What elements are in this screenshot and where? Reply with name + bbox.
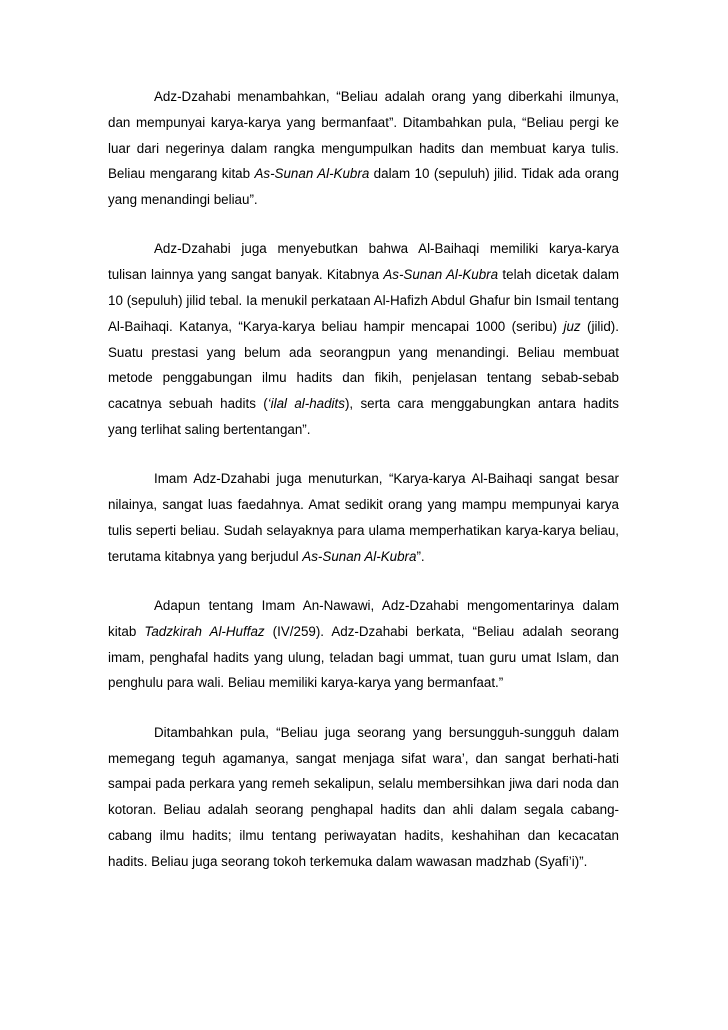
paragraph-text: Ditambahkan pula, “Beliau juga seorang yang bersungguh-sungguh dalam memegang teguh agamanya, sangat menjaga sifat wara’, dan sangat berhati-hati sampai pada perkara yang remeh sekalipun, selalu membersihkan jiwa dari noda dan kotoran. Beliau adalah seorang penghapal hadits dan ahli dalam segala cabang-cabang ilmu hadits; ilmu tentang periwayatan hadits, keshahihan dan kecacatan hadits. Beliau juga seorang tokoh terkemuka dalam wawasan madzhab (Syafi’i)”. — [108, 724, 619, 869]
term: juz — [563, 318, 581, 334]
book-title: As-Sunan Al-Kubra — [383, 267, 499, 283]
paragraph-text: Adapun tentang Imam An-Nawawi, Adz-Dzahabi mengomentarinya dalam kitab — [108, 598, 619, 639]
paragraph-text: telah dicetak dalam 10 (sepuluh) jilid tebal. Ia menukil perkataan Al-Hafizh Abdul Ghafur bin Ismail tentang Al-Baihaqi. Katanya, “Karya-karya beliau hampir mencapai 1000 (seribu) — [108, 267, 619, 334]
paragraph-text: dalam 10 (sepuluh) jilid. Tidak ada orang yang menandingi beliau”. — [108, 166, 619, 208]
paragraph-4 — [108, 593, 619, 696]
paragraph-1 — [108, 84, 619, 213]
paragraph-2 — [108, 236, 619, 442]
book-title: As-Sunan Al-Kubra — [254, 166, 370, 182]
paragraph-text: (IV/259). Adz-Dzahabi berkata, “Beliau adalah seorang imam, penghafal hadits yang ulung, teladan bagi ummat, tuan guru umat Islam, dan penghulu para wali. Beliau memiliki karya-karya yang bermanfaat.” — [108, 623, 619, 691]
book-title: As-Sunan Al-Kubra — [302, 548, 417, 564]
paragraph-text: (jilid). Suatu prestasi yang belum ada seorangpun yang menandingi. Beliau membuat metode penggabungan ilmu hadits dan fikih, penjelasan tentang sebab-sebab cacatnya sebuah hadits ( — [108, 318, 619, 412]
paragraph-5 — [108, 720, 619, 875]
paragraph-text: ”. — [416, 548, 425, 564]
term: ‘ilal al-hadits — [267, 396, 345, 412]
paragraph-text: Imam Adz-Dzahabi juga menuturkan, “Karya-karya Al-Baihaqi sangat besar nilainya, sangat luas faedahnya. Amat sedikit orang yang mampu mempunyai karya tulis seperti beliau. Sudah selayaknya para ulama memperhatikan karya-karya beliau, terutama kitabnya yang berjudul — [108, 471, 619, 564]
paragraph-text: ), serta cara menggabungkan antara hadits yang terlihat saling bertentangan”. — [108, 396, 619, 438]
paragraph-text: Adz-Dzahabi menambahkan, “Beliau adalah orang yang diberkahi ilmunya, dan mempunyai karya-karya yang bermanfaat”. Ditambahkan pula, “Beliau pergi ke luar dari negerinya dalam rangka mengumpulkan hadits dan membuat karya tulis. Beliau mengarang kitab — [108, 89, 619, 182]
paragraph-3 — [108, 466, 619, 569]
paragraph-text: Adz-Dzahabi juga menyebutkan bahwa Al-Baihaqi memiliki karya-karya tulisan lainnya yang sangat banyak. Kitabnya — [108, 241, 619, 283]
document-page — [108, 84, 619, 898]
book-title: Tadzkirah Al-Huffaz — [144, 623, 265, 639]
